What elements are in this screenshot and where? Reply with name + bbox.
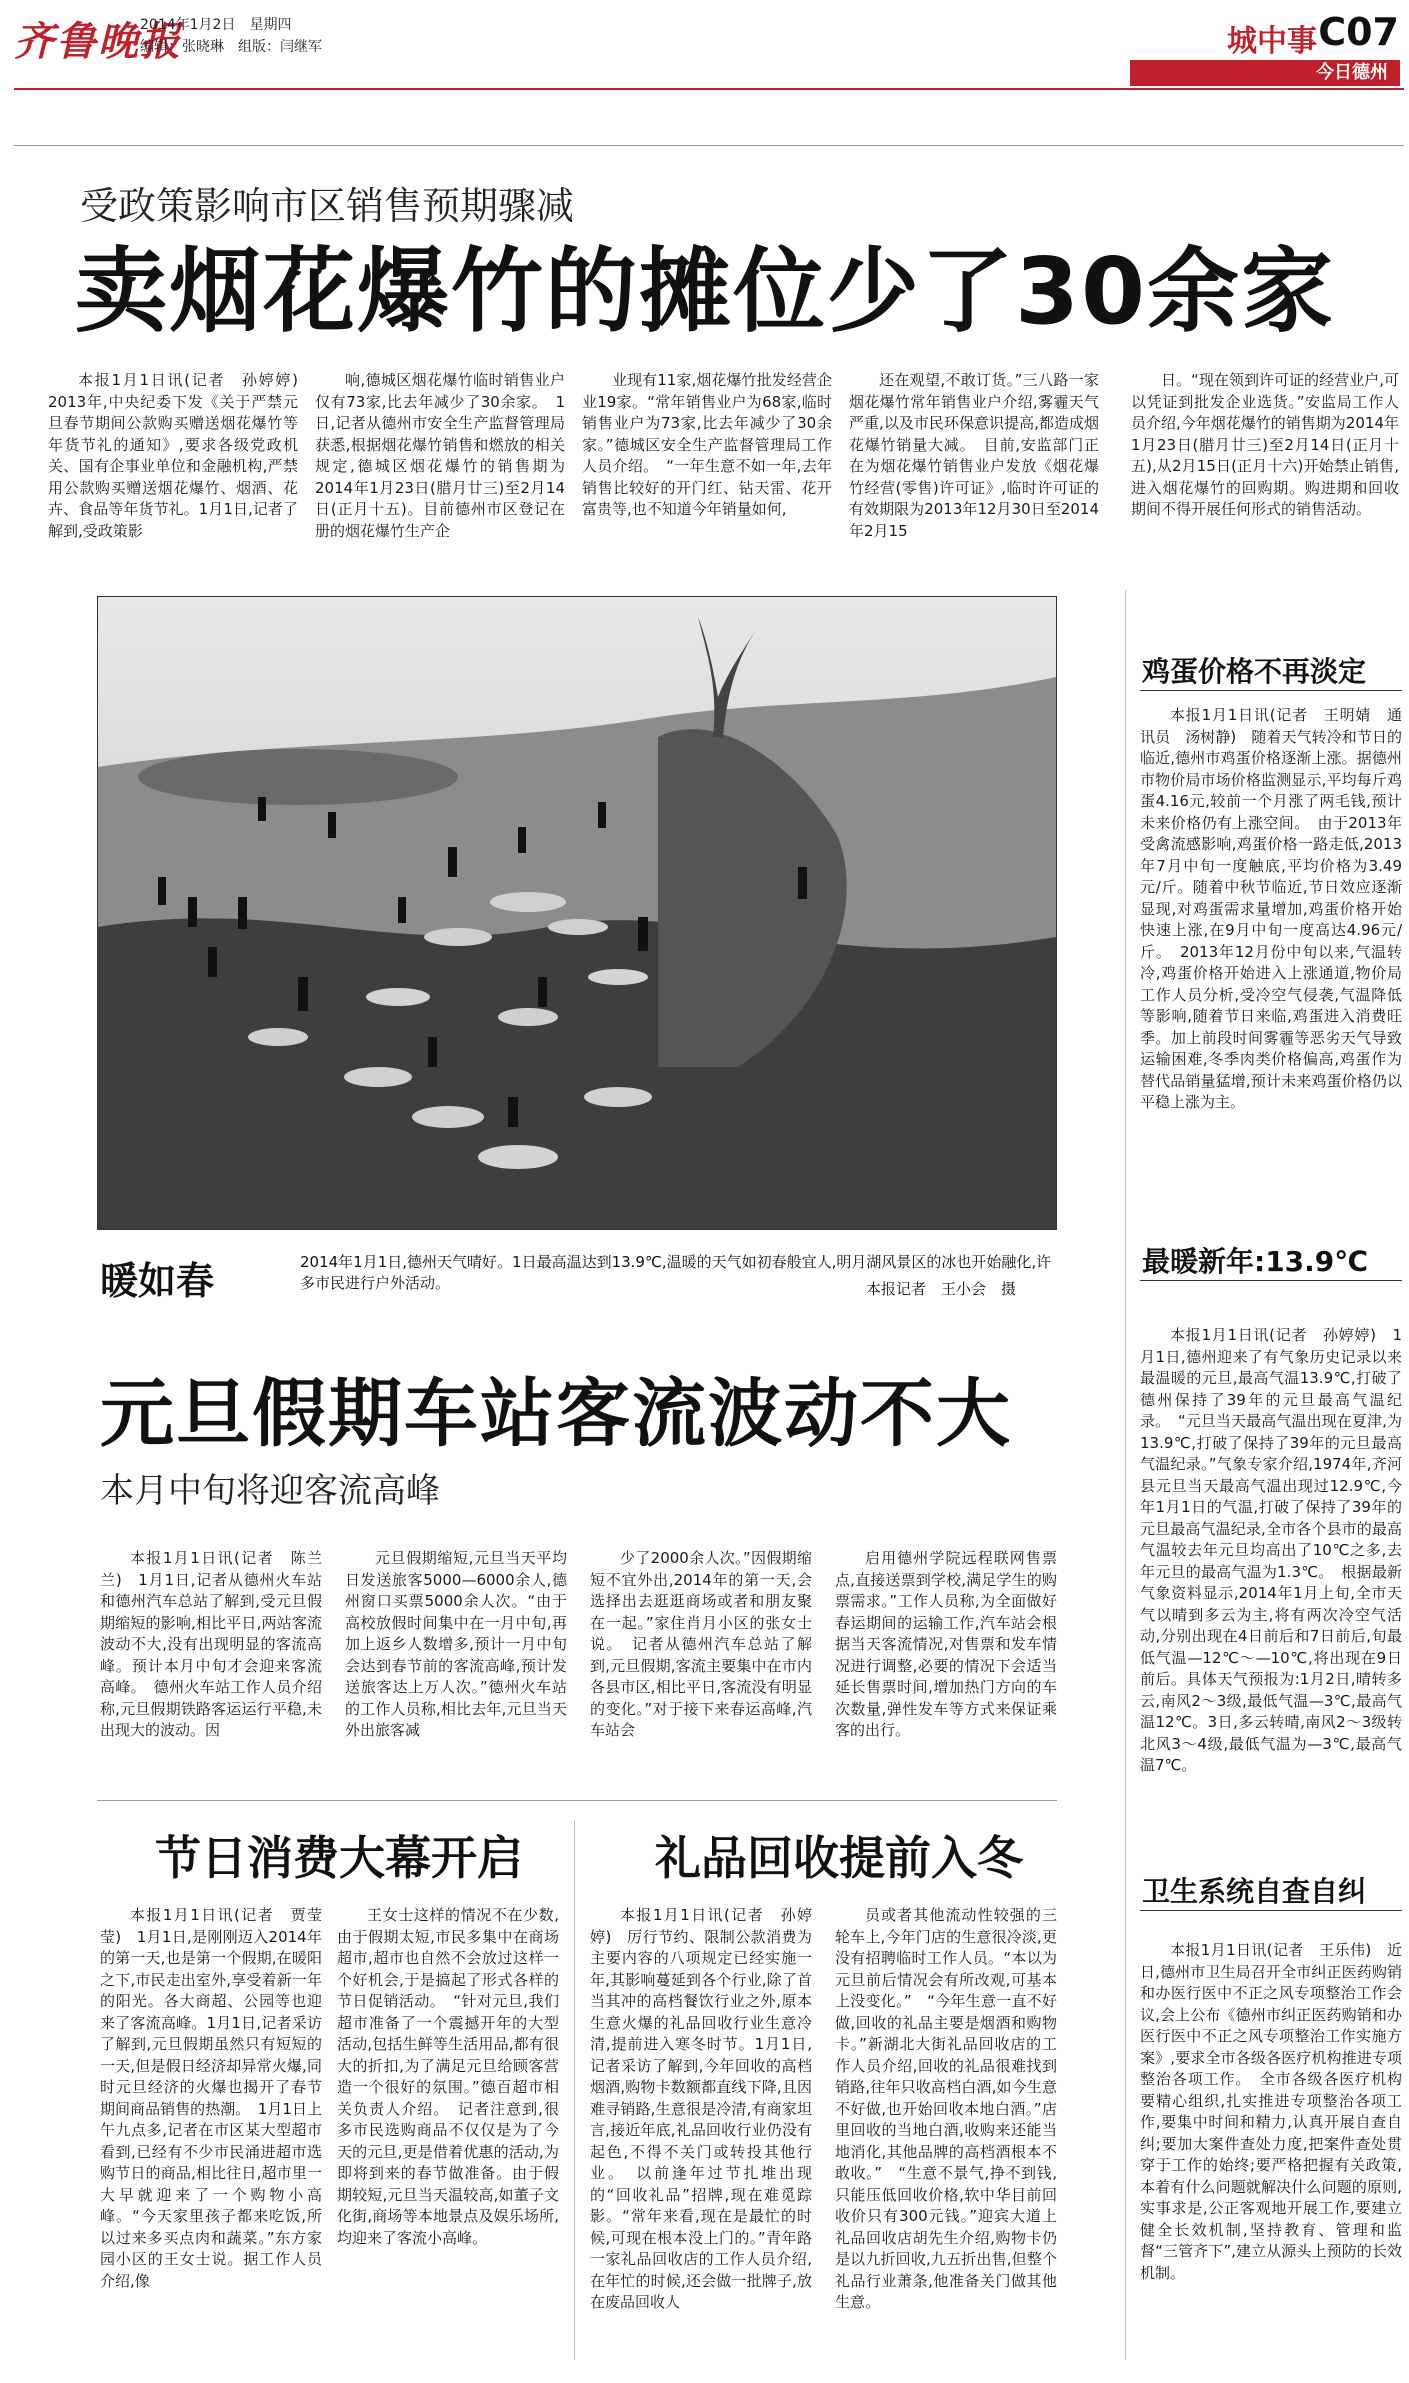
lead-kicker: 受政策影响市区销售预期骤减 [80, 184, 575, 228]
paragraph: 响,德城区烟花爆竹临时销售业户仅有73家,比去年减少了30余家。 1日,记者从德州市安全生产监督管理局获悉,根据烟花爆竹销售和燃放的相关规定,德城区烟花爆竹的销售期为2014年1月23日(腊月廿三)至2月14日(正月十五)。目前德州市区登记在册的烟花爆竹生产企 [315, 371, 565, 540]
paragraph: 本报1月1日讯(记者 王明婧 通讯员 汤树静) 随着天气转冷和节日的临近,德州市鸡蛋价格逐渐上涨。据德州市物价局市场价格监测显示,平均每斤鸡蛋4.16元,较前一个月涨了两毛钱,预计未来价格仍有上涨空间。 由于2013年受禽流感影响,鸡蛋价格一路走低,2013年7月中旬一度触底,平均价格为3.49元/斤。随着中秋节临近,节日效应逐渐显现,对鸡蛋需求量增加,鸡蛋价格开始快速上涨,在9月中旬一度高达4.96元/斤。 2013年12月份中旬以来,气温转冷,鸡蛋价格开始进入上涨通道,物价局工作人员分析,受冷空气侵袭,气温降低等影响,随着节日来临,鸡蛋进入消费旺季。加上前段时间雾霾等恶劣天气导致运输困难,冬季肉类价格偏高,鸡蛋作为替代品销量猛增,预计未来鸡蛋价格仍以平稳上涨为主。 [1140, 706, 1402, 1111]
story4-column-2 [835, 1905, 1057, 2316]
story2-column-4 [835, 1548, 1057, 1744]
paragraph: 本报1月1日讯(记者 陈兰兰) 1月1日,记者从德州火车站和德州汽车总站了解到,受元旦假期缩短的影响,相比平日,两站客流波动不大,没有出现明显的客流高峰。预计本月中旬才会迎来客流高峰。 德州火车站工作人员介绍称,元旦假期铁路客运运行平稳,未出现大的波动。因 [100, 1549, 322, 1739]
divider [14, 145, 1404, 146]
paragraph: 日。“现在领到许可证的经营业户,可以凭证到批发企业选货。”安监局工作人员介绍,今年烟花爆竹的销售期为2014年1月23日(腊月廿三)至2月14日(正月十五),从2月15日(正月十六)开始禁止销售,进入烟花爆竹的回购期。购进期和回收期间不得开展任何形式的销售活动。 [1131, 371, 1399, 518]
lead-column-4 [849, 370, 1099, 544]
story2-column-3 [590, 1548, 812, 1744]
story3-column-2 [337, 1905, 559, 2251]
photo-credit: 本报记者 王小会 摄 [866, 1280, 1017, 1298]
story2-column-2 [345, 1548, 567, 1744]
lead-column-2 [315, 370, 565, 544]
divider [1140, 1280, 1402, 1281]
weather-body [1140, 1325, 1402, 1779]
paragraph: 本报1月1日讯(记者 王乐伟) 近日,德州市卫生局召开全市纠正医药购销和办医行医中不正之风专项整治工作会议,会上公布《德州市纠正医药购销和办医行医中不正之风专项整治工作实施方案》,要求全市各级各医疗机构推进专项整治各项工作。 全市各级各医疗机构要精心组织,扎实推进专项整治各项工作,要集中时间和精力,认真开展自查自纠;要加大案件查处力度,把案件查处贯穿于工作的始终;要严格把握有关政策,本着有什么问题就解决什么问题的原则,实事求是,公正客观地开展工作,要建立健全长效机制,坚持教育、管理和监督“三管齐下”,建立从源头上预防的长效机制。 [1140, 1941, 1402, 2282]
story2-headline: 元旦假期车站客流波动不大 [100, 1371, 1012, 1457]
paragraph: 本报1月1日讯(记者 贾莹莹) 1月1日,是刚刚迈入2014年的第一天,也是第一个假期,在暖阳之下,市民走出室外,享受着新一年的阳光。各大商超、公园等也迎来了客流高峰。1月1日,记者采访了解到,元旦假期虽然只有短短的一天,但是假日经济却异常火爆,同时元旦经济的火爆也揭开了春节期间商品销售的热潮。 1月1日上午九点多,记者在市区某大型超市看到,已经有不少市民涌进超市选购节日的商品,相比往日,超市里一大早就迎来了一个购物小高峰。“今天家里孩子都来吃饭,所以过来多买点肉和蔬菜。”东方家园小区的王女士说。据工作人员介绍,像 [100, 1906, 322, 2290]
lead-headline: 卖烟花爆竹的摊位少了30余家 [75, 238, 1336, 345]
eggs-headline: 鸡蛋价格不再淡定 [1142, 655, 1367, 688]
health-headline: 卫生系统自查自纠 [1142, 1875, 1367, 1908]
masthead-rule [14, 88, 1404, 90]
lead-column-3 [582, 370, 832, 523]
story4-column-1 [590, 1905, 812, 2316]
newspaper-logo: 齐鲁晚报 [14, 18, 182, 65]
photo-caption: 2014年1月1日,德州天气晴好。1日最高温达到13.9℃,温暖的天气如初春般宜人,明月湖风景区的冰也开始融化,许多市民进行户外活动。 [300, 1253, 1052, 1292]
lead-column-1 [48, 370, 314, 544]
story3-headline: 节日消费大幕开启 [155, 1831, 523, 1885]
news-photo [97, 596, 1057, 1230]
paragraph: 少了2000余人次。”因假期缩短不宜外出,2014年的第一天,会选择出去逛逛商场或者和朋友聚在一起。”家住肖月小区的张女士说。 记者从德州汽车总站了解到,元旦假期,客流主要集中在市内各县市区,相比平日,客流没有明显的变化。”对于接下来春运高峰,汽车站会 [590, 1549, 812, 1739]
story2-column-1 [100, 1548, 322, 1744]
story3-column-1 [100, 1905, 322, 2294]
column-rule [574, 1820, 575, 2360]
photo-title: 暖如春 [100, 1259, 215, 1303]
eggs-body [1140, 705, 1402, 1116]
section-name: 城中事 [1227, 24, 1317, 59]
issue-date: 2014年1月2日 星期四 [140, 17, 292, 33]
health-body [1140, 1940, 1402, 2286]
page-number: C07 [1318, 10, 1399, 54]
paragraph: 启用德州学院远程联网售票点,直接送票到学校,满足学生的购票需求。”工作人员称,为全面做好春运期间的运输工作,汽车站会根据当天客流情况,对售票和发车情况进行调整,必要的情况下会适当延长售票时间,增加热门方向的车次数量,弹性发车等方式来保证乘客的出行。 [835, 1549, 1057, 1739]
paragraph: 本报1月1日讯(记者 孙婷婷) 厉行节约、限制公款消费为主要内容的八项规定已经实施一年,其影响蔓延到各个行业,除了首当其冲的高档餐饮行业之外,原本生意火爆的礼品回收行业生意冷清,提前进入寒冬时节。1月1日,记者采访了解到,今年回收的高档烟酒,购物卡数额都直线下降,且因难寻销路,生意很是冷清,有商家坦言,接近年底,礼品回收行业仍没有起色,不得不关门或转投其他行业。 以前逢年过节扎堆出现的“回收礼品”招牌,现在难觅踪影。“常年来看,现在是最忙的时候,可现在根本没上门的。”青年路一家礼品回收店的工作人员介绍,在年忙的时候,还会做一批牌子,放在废品回收人 [590, 1906, 812, 2311]
edition-bar: 今日德州 [1130, 60, 1400, 86]
paragraph: 元旦假期缩短,元旦当天平均日发送旅客5000—6000余人,德州窗口买票5000余人次。“由于高校放假时间集中在一月中旬,再加上返乡人数增多,预计一月中旬会达到春节前的客流高峰,预计发送旅客达上万人次。”德州火车站的工作人员称,相比去年,元旦当天外出旅客减 [345, 1549, 567, 1739]
divider [97, 1800, 1057, 1801]
divider [1140, 1910, 1402, 1911]
lead-column-5 [1131, 370, 1399, 523]
story4-headline: 礼品回收提前入冬 [655, 1831, 1023, 1885]
weather-headline: 最暖新年:13.9℃ [1142, 1245, 1369, 1278]
photo-illustration [98, 597, 1056, 1229]
paragraph: 还在观望,不敢订货。”三八路一家烟花爆竹常年销售业户介绍,雾霾天气严重,以及市民环保意识提高,都造成烟花爆竹销量大减。 目前,安监部门正在为烟花爆竹销售业户发放《烟花爆竹经营(零售)许可证》,临时许可证的有效期限为2013年12月30日至2014年2月15 [849, 371, 1099, 540]
divider [1140, 690, 1402, 691]
paragraph: 王女士这样的情况不在少数,由于假期太短,市民多集中在商场超市,超市也自然不会放过这样一个好机会,于是搞起了形式各样的节日促销活动。 “针对元旦,我们超市准备了一个震撼开年的大型活动,包括生鲜等生活用品,都有很大的折扣,为了满足元旦给顾客营造一个很好的氛围。”德百超市相关负责人介绍。 记者注意到,很多市民选购商品不仅仅是为了今天的元旦,更是借着优惠的活动,为即将到来的春节做准备。由于假期较短,元旦当天温较高,如董子文化街,商场等本地景点及娱乐场所,均迎来了客流小高峰。 [337, 1906, 559, 2247]
paragraph: 本报1月1日讯(记者 孙婷婷) 2013年,中央纪委下发《关于严禁元旦春节期间公款购买赠送烟花爆竹等年货节礼的通知》,要求各级党政机关、国有企事业单位和金融机构,严禁用公款购买赠送烟花爆竹、烟酒、花卉、食品等年货节礼。1月1日,记者了解到,受政策影 [48, 371, 314, 540]
sidebar-rule [1125, 590, 1126, 2360]
paragraph: 业现有11家,烟花爆竹批发经营企业19家。“常年销售业户为68家,临时销售业户为73家,比去年减少了30余家。”德城区安全生产监督管理局工作人员介绍。 “一年生意不如一年,去年销售比较好的开门红、钻天雷、花开富贵等,也不知道今年销量如何, [582, 371, 832, 518]
story2-subhead: 本月中旬将迎客流高峰 [100, 1471, 440, 1511]
editor-credits: 编辑：张晓琳 组版：闫继军 [140, 39, 322, 55]
paragraph: 员或者其他流动性较强的三轮车上,今年门店的生意很冷淡,更没有招聘临时工作人员。“本以为元旦前后情况会有所改观,可基本上没变化。” “今年生意一直不好做,回收的礼品主要是烟酒和购物卡。”新湖北大街礼品回收店的工作人员介绍,回收的礼品很难找到销路,往年只收高档白酒,如今生意不好做,也开始回收本地白酒。”店里回收的当地白酒,收购来还能当地消化,其他品牌的高档酒根本不敢收。” “生意不景气,挣不到钱,只能压低回收价格,软中华目前回收价只有300元钱。”迎宾大道上礼品回收店胡先生介绍,购物卡仍是以九折回收,九五折出售,但整个礼品行业萧条,他准备关门做其他生意。 [835, 1906, 1057, 2311]
masthead-meta [140, 14, 322, 58]
paragraph: 本报1月1日讯(记者 孙婷婷) 1月1日,德州迎来了有气象历史记录以来最温暖的元旦,最高气温13.9℃,打破了德州保持了39年的元旦最高气温纪录。 “元旦当天最高气温出现在夏津,为13.9℃,打破了保持了39年的元旦最高气温纪录。”气象专家介绍,1974年,齐河县元旦当天最高气温出现过12.9℃,今年1月1日的气温,打破了保持了39年的元旦最高气温纪录,全市各个县市的最高气温较去年元旦均高出了10℃之多,去年元旦的最高气温为1.3℃。 根据最新气象资料显示,2014年1月上旬,全市天气以晴到多云为主,将有两次冷空气活动,分别出现在4日前后和7日前后,旬最低气温—12℃～—10℃,将出现在9日前后。具体天气预报为:1月2日,晴转多云,南风2～3级,最低气温—3℃,最高气温12℃。3日,多云转晴,南风2～3级转北风3～4级,最低气温为—3℃,最高气温7℃。 [1140, 1326, 1402, 1774]
